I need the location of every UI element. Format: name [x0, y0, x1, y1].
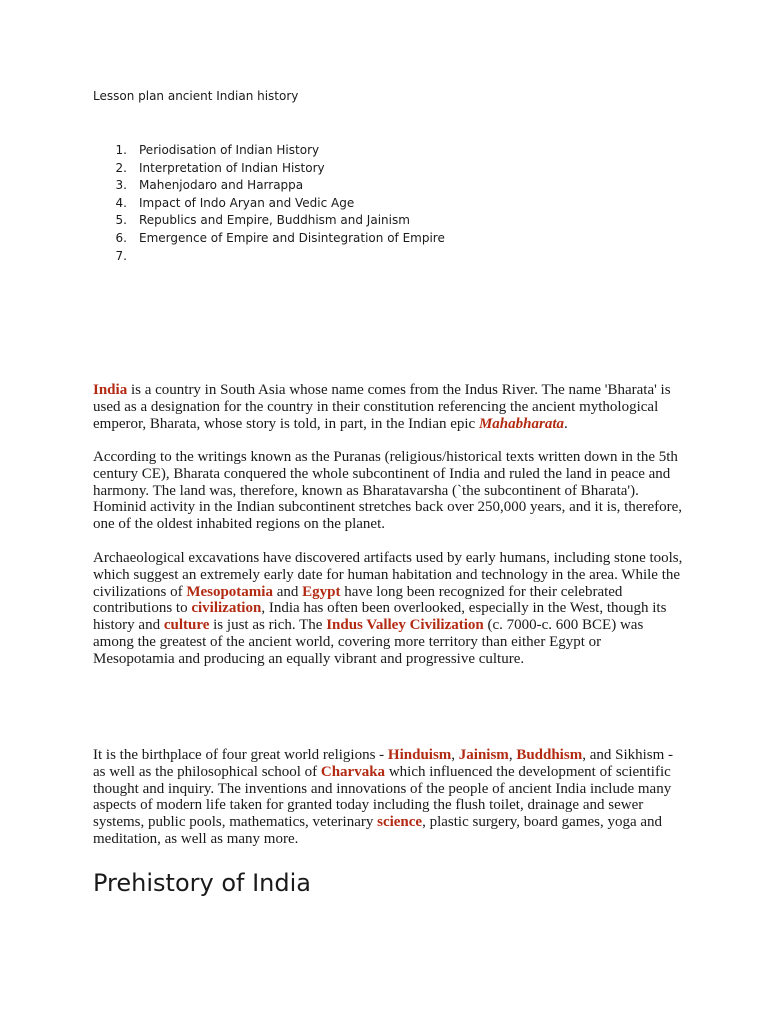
list-item-text: Republics and Empire, Buddhism and Jainism — [139, 213, 410, 228]
lesson-list — [93, 142, 445, 265]
list-item — [93, 177, 445, 195]
list-number: 1. — [115, 143, 127, 157]
list-item-text: Interpretation of Indian History — [139, 160, 325, 175]
link-india[interactable]: India — [93, 382, 128, 398]
list-item — [93, 248, 445, 266]
paragraph-text: , plastic surgery, board games, yoga and meditation, as well as many more. — [93, 814, 663, 847]
link-mesopotamia[interactable]: Mesopotamia — [186, 583, 273, 600]
list-item — [93, 195, 445, 213]
paragraph-archaeology — [93, 550, 683, 668]
section-heading: Prehistory of India — [93, 869, 311, 897]
paragraph-text: and — [272, 583, 303, 600]
paragraph-text: , — [451, 747, 459, 763]
list-item — [93, 142, 445, 160]
list-number: 5. — [115, 213, 127, 228]
list-item-text: Mahenjodaro and Harrappa — [139, 178, 304, 193]
paragraph-text: which influenced the development of scientific thought and inquiry. The inventions and innovations of the people of ancient India include many aspects of modern life taken for granted today including the flush toilet, drainage and sewer systems, public pools, mathematics, veterinary — [93, 763, 672, 831]
link-buddhism[interactable]: Buddhism — [516, 747, 583, 763]
paragraph-text: is a country in South Asia whose name comes from the Indus River. The name 'Bharata' is used as a designation for the country in their constitution referencing the ancient mythological emperor, Bharata, whose story is told, in part, in the Indian epic — [93, 382, 671, 432]
paragraph-text: It is the birthplace of four great world religions - — [93, 747, 388, 763]
list-item-text: Periodisation of Indian History — [139, 143, 320, 157]
link-jainism[interactable]: Jainism — [458, 747, 509, 763]
paragraph-text: . — [564, 415, 568, 432]
paragraph-text: is just as rich. The — [209, 617, 327, 634]
paragraph-text: (c. 7000-c. 600 BCE) was among the greatest of the ancient world, covering more territory than either Egypt or Mesopotamia and producing an equally vibrant and progressive culture. — [93, 617, 644, 667]
link-indus-valley-civilization[interactable]: Indus Valley Civilization — [326, 617, 484, 634]
link-hinduism[interactable]: Hinduism — [387, 747, 452, 763]
list-number: 4. — [115, 195, 127, 210]
link-egypt[interactable]: Egypt — [302, 583, 341, 600]
list-item-text: Impact of Indo Aryan and Vedic Age — [139, 195, 355, 210]
link-charvaka[interactable]: Charvaka — [320, 763, 386, 780]
paragraph-religions — [93, 747, 683, 848]
list-number: 6. — [115, 230, 127, 245]
list-number: 7. — [115, 248, 127, 263]
paragraph-puranas: According to the writings known as the Puranas (religious/historical texts written down in the 5th century CE), Bharata conquered the whole subcontinent of India and ruled the land in peace and harmony. The land was, therefore, known as Bharatavarsha (`the subcontinent of Bharata'). Hominid activity in the Indian subcontinent stretches back over 250,000 years, and it is, therefore, one of the oldest inhabited regions on the planet. — [93, 449, 683, 533]
list-item-text: Emergence of Empire and Disintegration of Empire — [139, 230, 445, 245]
paragraph-text: , — [508, 747, 517, 763]
list-item — [93, 212, 445, 230]
page-title: Lesson plan ancient Indian history — [93, 89, 299, 103]
link-science[interactable]: science — [377, 814, 423, 831]
paragraph-india-intro — [93, 382, 683, 432]
paragraph-text: , and Sikhism - as well as the philosophical school of — [93, 747, 674, 780]
paragraph-text: Archaeological excavations have discovered artifacts used by early humans, including stone tools, which suggest an extremely early date for human habitation and technology in the area. While the civilizations of — [93, 550, 683, 600]
list-item — [93, 230, 445, 248]
link-mahabharata[interactable]: Mahabharata — [478, 415, 564, 432]
list-number: 2. — [115, 160, 127, 175]
paragraph-text: have long been recognized for their celebrated contributions to — [93, 583, 623, 617]
link-culture[interactable]: culture — [163, 617, 210, 634]
list-number: 3. — [115, 178, 127, 193]
list-item — [93, 160, 445, 178]
paragraph-text: , India has often been overlooked, especially in the West, though its history and — [93, 600, 667, 634]
link-civilization[interactable]: civilization — [191, 600, 262, 617]
